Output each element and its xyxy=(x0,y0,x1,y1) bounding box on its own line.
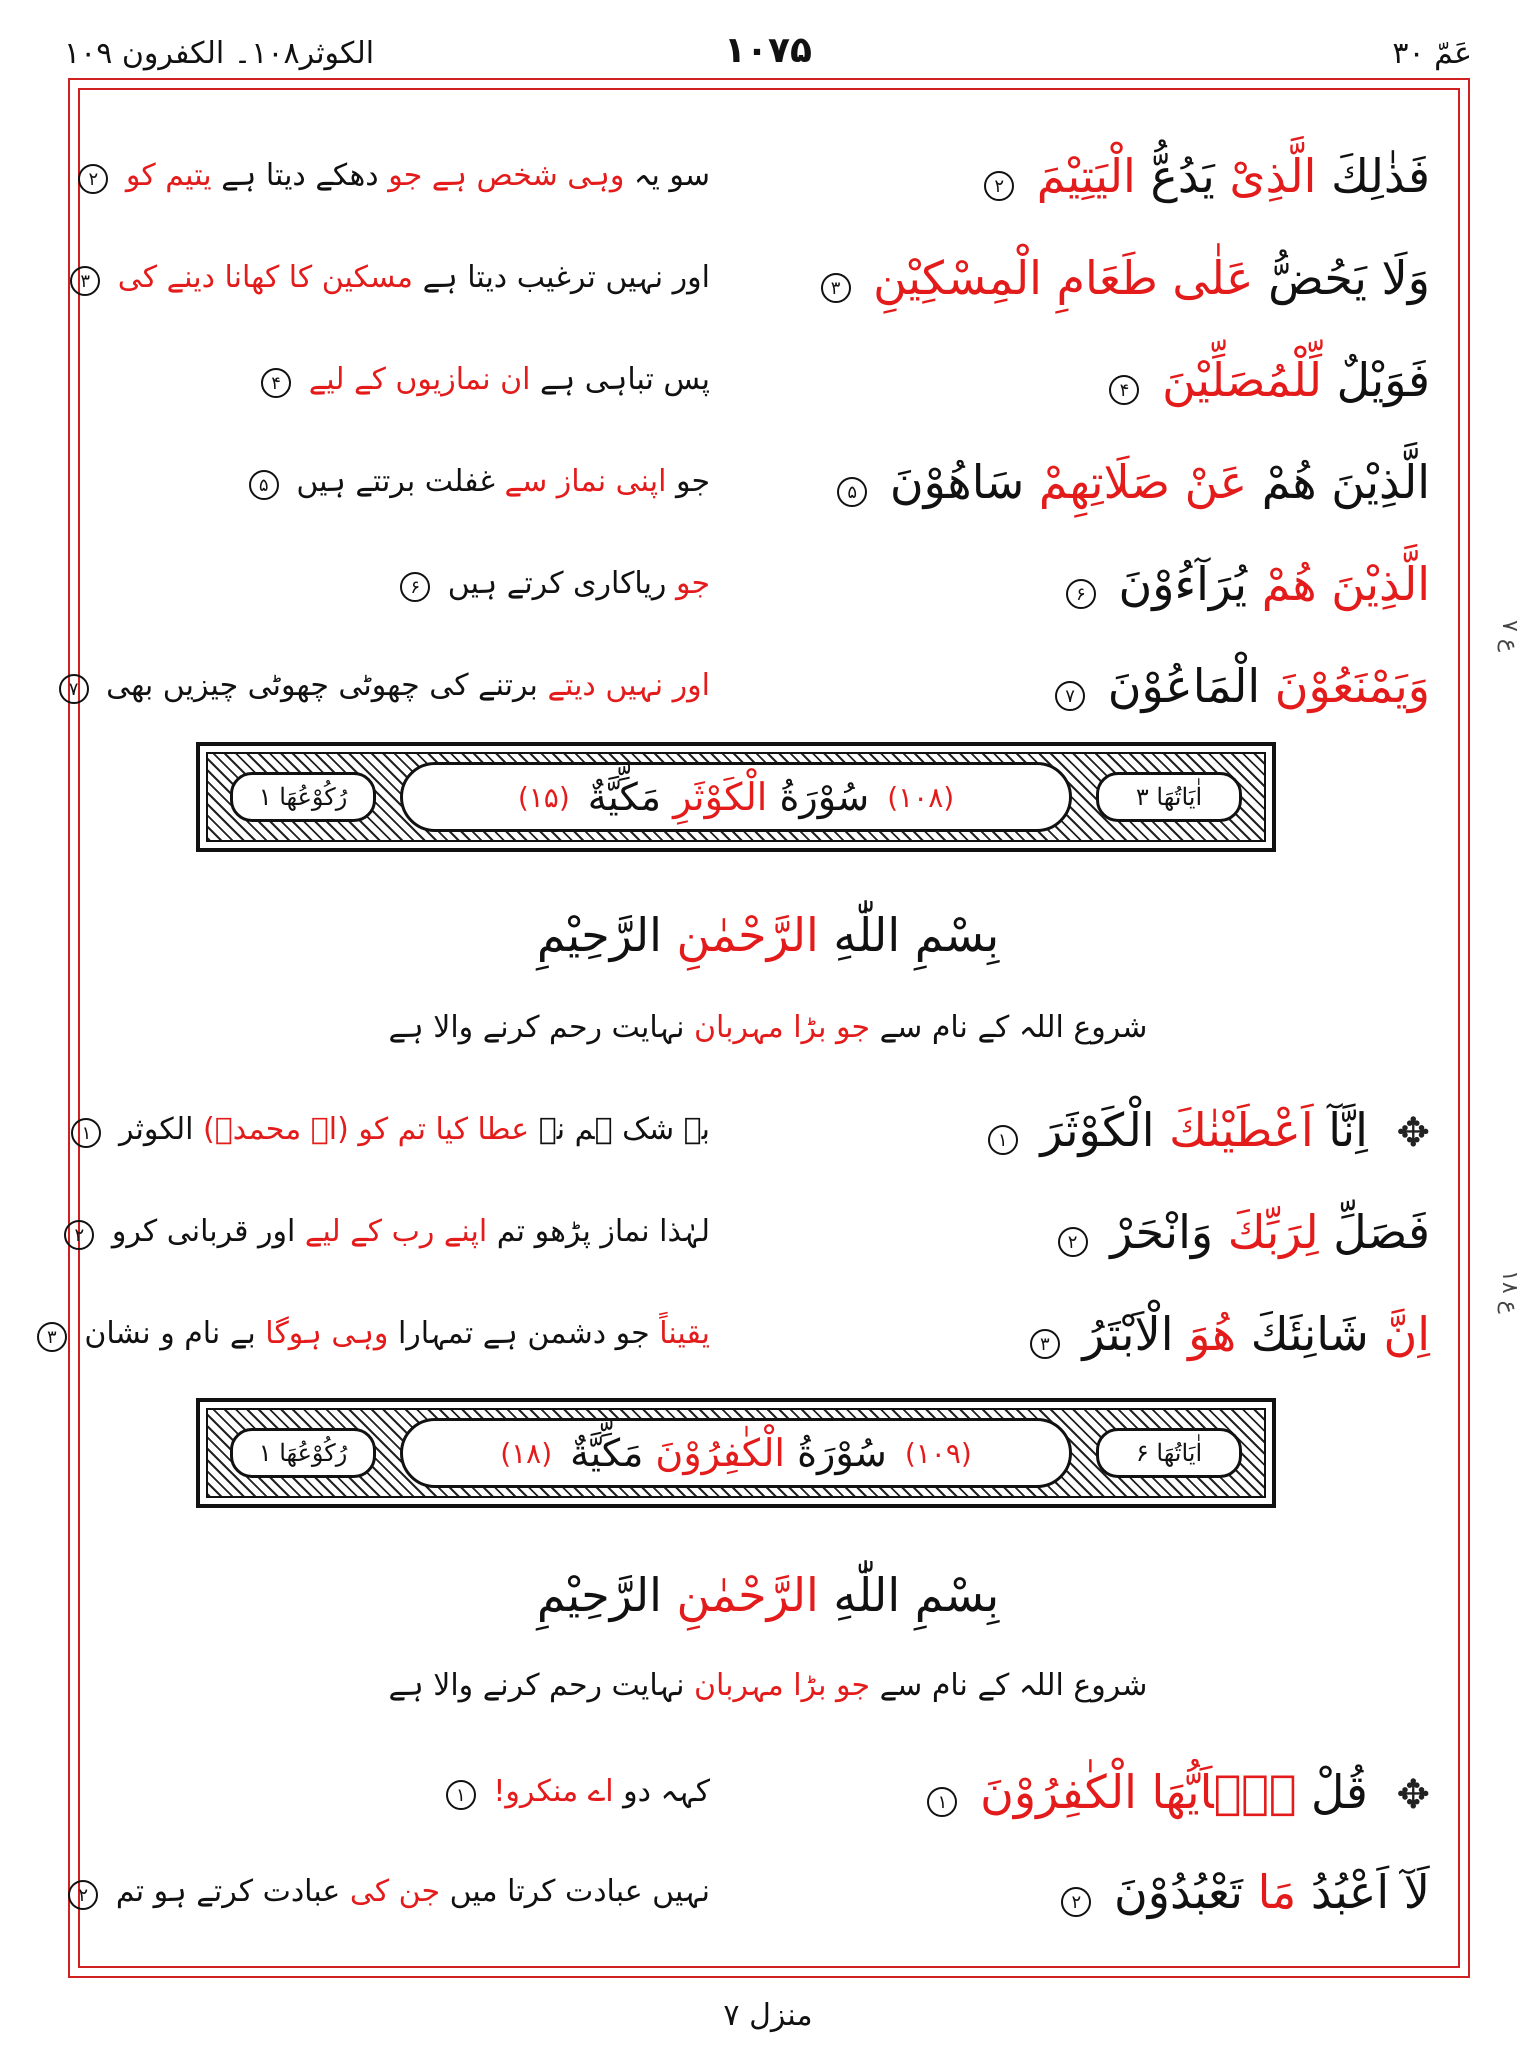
urdu-translation: جو ریاکاری کرتے ہیں ۶ xyxy=(110,566,710,602)
ruku-count-box: رُكُوْعُهَا ۱ xyxy=(230,1428,376,1478)
verse-number: ۲ xyxy=(1061,1887,1091,1917)
arabic-verse: الَّذِیْنَ هُمْ یُرَآءُوْنَ ۶ xyxy=(740,557,1430,611)
translation-number: ۲ xyxy=(64,1220,94,1250)
surah-number: (۱۰۸) xyxy=(887,780,955,814)
translation-number: ۳ xyxy=(70,266,100,296)
verse-row xyxy=(88,136,1430,216)
surah-title: (۱۰۹) سُوْرَةُ الْكٰفِرُوْنَ مَكِّیَّةٌ (۱۸) xyxy=(400,1418,1072,1488)
revelation-order: (۱۸) xyxy=(500,1436,553,1470)
ornament-star-icon: ✥ xyxy=(1396,1772,1430,1818)
verse-number: ۶ xyxy=(1066,579,1096,609)
translation-number: ۳ xyxy=(37,1322,67,1352)
ayat-count-box: اٰیَاتُهَا ۳ xyxy=(1096,772,1242,822)
verse-number: ۲ xyxy=(1058,1227,1088,1257)
revelation-order: (۱۵) xyxy=(517,780,570,814)
translation-number: ۱ xyxy=(71,1118,101,1148)
surah-header-banner-kafirun xyxy=(196,1398,1276,1508)
arabic-verse: وَلَا یَحُضُّ عَلٰى طَعَامِ الْمِسْكِیْنِ ۳ xyxy=(740,251,1430,305)
verse-number: ۱ xyxy=(988,1125,1018,1155)
urdu-translation: نہیں عبادت کرتا میں جن کی عبادت کرتے ہو تم ۲ xyxy=(110,1874,710,1910)
urdu-translation: جو اپنی نماز سے غفلت برتتے ہیں ۵ xyxy=(110,464,710,500)
arabic-verse: وَیَمْنَعُوْنَ الْمَاعُوْنَ ۷ xyxy=(740,659,1430,713)
verse-number: ۵ xyxy=(837,477,867,507)
translation-number: ۲ xyxy=(78,164,108,194)
header-juz: عَمّ ۳۰ xyxy=(1392,36,1472,71)
verse-row xyxy=(68,646,1430,726)
verse-row xyxy=(74,1192,1430,1272)
page-number: ۱۰۷۵ xyxy=(724,30,812,71)
translation-number: ۵ xyxy=(249,470,279,500)
arabic-verse: ✥ اِنَّآ اَعْطَیْنٰكَ الْكَوْثَرَ ۱ xyxy=(740,1103,1430,1157)
bismillah: بِسْمِ اللّٰهِ الرَّحْمٰنِ الرَّحِیْمِ xyxy=(536,908,1000,962)
translation-number: ۶ xyxy=(400,572,430,602)
bismillah-translation: شروع اللہ کے نام سے جو بڑا مہربان نہایت رحم کرنے والا ہے xyxy=(388,1010,1148,1045)
verse-row xyxy=(80,238,1430,318)
arabic-verse: لَآ اَعْبُدُ مَا تَعْبُدُوْنَ ۲ xyxy=(740,1865,1430,1919)
translation-number: ۲ xyxy=(68,1880,98,1910)
verse-number: ۱ xyxy=(927,1787,957,1817)
urdu-translation: اور نہیں دیتے برتنے کی چھوٹی چھوٹی چیزیں بھی ۷ xyxy=(110,668,710,704)
verse-row xyxy=(110,442,1430,522)
bismillah: بِسْمِ اللّٰهِ الرَّحْمٰنِ الرَّحِیْمِ xyxy=(536,1568,1000,1622)
urdu-translation: سو یہ وہی شخص ہے جو دھکے دیتا ہے یتیم کو ۲ xyxy=(110,158,710,194)
arabic-verse: فَذٰلِكَ الَّذِیْ یَدُعُّ الْیَتِیْمَ ۲ xyxy=(740,149,1430,203)
ayat-count-box: اٰیَاتُهَا ۶ xyxy=(1096,1428,1242,1478)
translation-number: ۷ xyxy=(59,674,89,704)
verse-number: ۲ xyxy=(984,171,1014,201)
translation-number: ۱ xyxy=(446,1780,476,1810)
verse-row xyxy=(78,1852,1430,1932)
translation-number: ۴ xyxy=(261,368,291,398)
arabic-verse: ✥ قُلْ یٰۤاَیُّهَا الْكٰفِرُوْنَ ۱ xyxy=(740,1765,1430,1819)
margin-ruku-note-2: ع ۱۸ xyxy=(1497,1270,1522,1314)
header-surah-names: الکوثر۱۰۸۔ الکفرون ۱۰۹ xyxy=(64,36,375,71)
urdu-translation: کہہ دو اے منکرو! ۱ xyxy=(110,1774,710,1810)
arabic-verse: فَصَلِّ لِرَبِّكَ وَانْحَرْ ۲ xyxy=(740,1205,1430,1259)
verse-row xyxy=(81,1090,1430,1170)
arabic-verse: فَوَیْلٌ لِّلْمُصَلِّیْنَ ۴ xyxy=(740,353,1430,407)
verse-row xyxy=(110,544,1430,624)
surah-title: (۱۰۸) سُوْرَةُ الْكَوْثَرِ مَكِّیَّةٌ (۱۵) xyxy=(400,762,1072,832)
verse-number: ۳ xyxy=(1030,1329,1060,1359)
urdu-translation: یقیناً جو دشمن ہے تمہارا وہی ہوگا بے نام و نشان ۳ xyxy=(110,1316,710,1352)
arabic-verse: اِنَّ شَانِئَكَ هُوَ الْاَبْتَرُ ۳ xyxy=(740,1307,1430,1361)
urdu-translation: پس تباہی ہے ان نمازیوں کے لیے ۴ xyxy=(110,362,710,398)
urdu-translation: اور نہیں ترغیب دیتا ہے مسکین کا کھانا دینے کی ۳ xyxy=(110,260,710,296)
urdu-translation: بے شک ہم نے عطا کیا تم کو (اے محمدؐ) الکوثر ۱ xyxy=(110,1112,710,1148)
arabic-verse: الَّذِیْنَ هُمْ عَنْ صَلَاتِهِمْ سَاهُوْنَ ۵ xyxy=(740,455,1430,509)
verse-number: ۳ xyxy=(821,273,851,303)
urdu-translation: لہٰذا نماز پڑھو تم اپنے رب کے لیے اور قربانی کرو ۲ xyxy=(110,1214,710,1250)
verse-row xyxy=(46,1294,1430,1374)
ornament-star-icon: ✥ xyxy=(1396,1110,1430,1156)
verse-number: ۷ xyxy=(1055,681,1085,711)
margin-ruku-note-1: ع ۷ xyxy=(1497,620,1522,652)
surah-header-banner-kawthar xyxy=(196,742,1276,852)
ruku-count-box: رُكُوْعُهَا ۱ xyxy=(230,772,376,822)
verse-row xyxy=(110,1752,1430,1832)
manzil-footer: منزل ۷ xyxy=(723,1998,813,2033)
bismillah-translation: شروع اللہ کے نام سے جو بڑا مہربان نہایت رحم کرنے والا ہے xyxy=(388,1668,1148,1703)
verse-number: ۴ xyxy=(1109,375,1139,405)
surah-number: (۱۰۹) xyxy=(904,1436,972,1470)
verse-row xyxy=(110,340,1430,420)
